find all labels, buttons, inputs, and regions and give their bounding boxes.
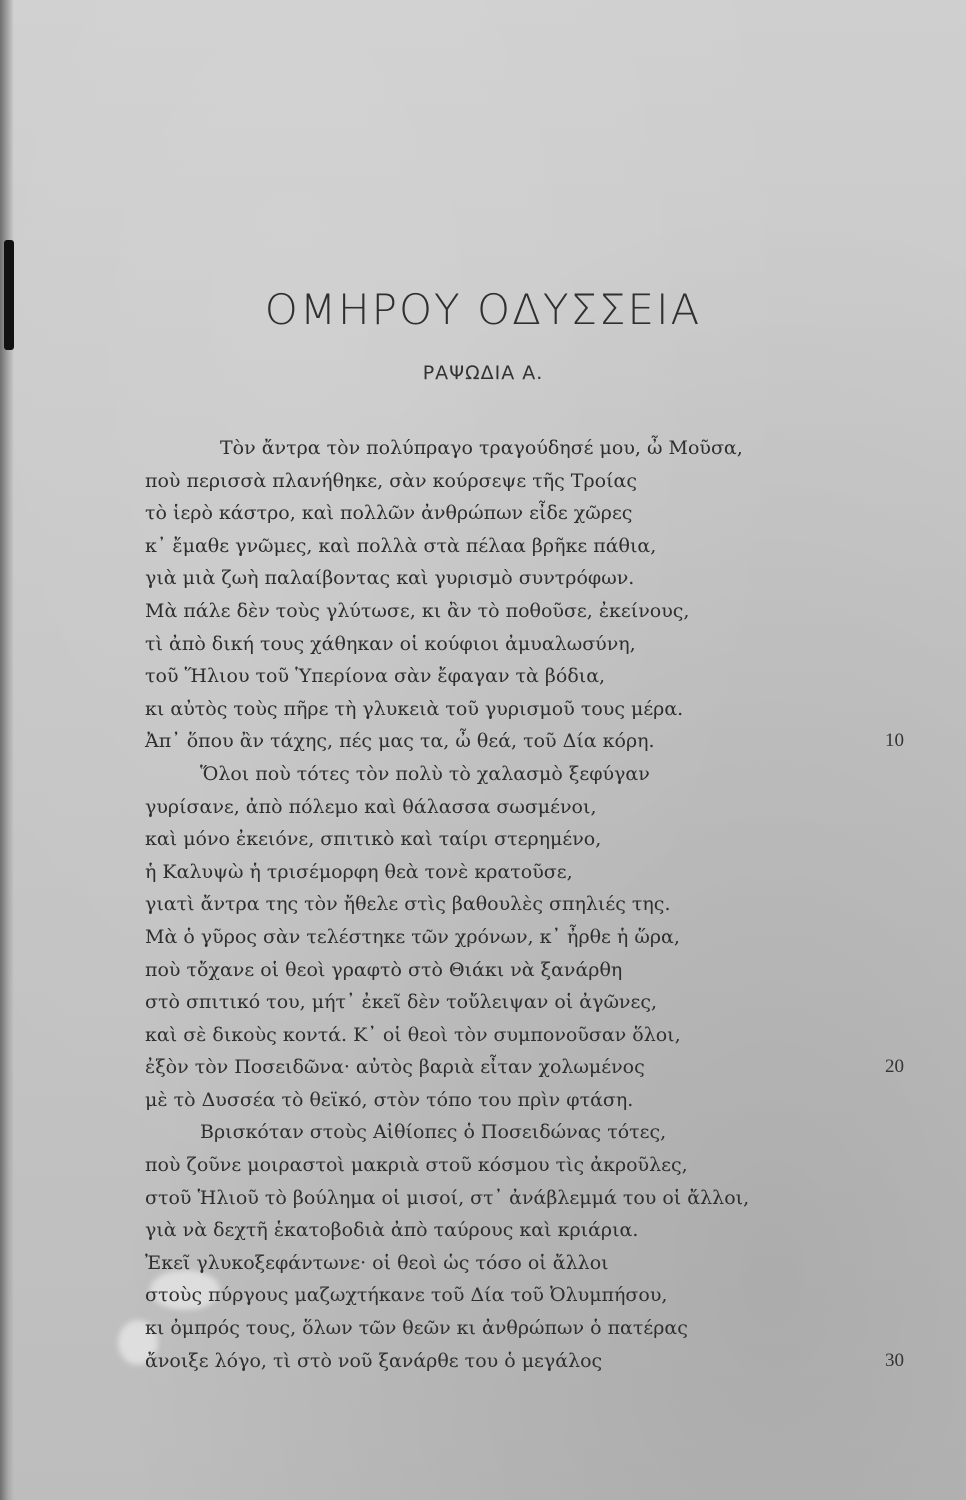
verse-line (0, 791, 966, 824)
verse-text: τοῦ Ἥλιου τοῦ Ὑπερίονα σὰν ἔφαγαν τὰ βόδια, (145, 665, 606, 688)
verse-line (0, 1182, 966, 1215)
verse-text: κ᾽ ἔμαθε γνῶμες, καὶ πολλὰ στὰ πέλαα βρῆκε πάθια, (145, 534, 657, 557)
verse-text: καὶ μόνο ἐκειόνε, σπιτικὸ καὶ ταίρι στερημένο, (145, 828, 602, 851)
verse-text: κι ὀμπρός τους, ὅλων τῶν θεῶν κι ἀνθρώπων ὁ πατέρας (145, 1317, 688, 1340)
verse-line (0, 497, 966, 530)
verse-text: Ὅλοι ποὺ τότες τὸν πολὺ τὸ χαλασμὸ ξεφύγαν (200, 762, 650, 785)
verse-text: Τὸν ἄντρα τὸν πολύπραγο τραγούδησέ μου, ὦ Μοῦσα, (220, 437, 743, 459)
verse-text: ἡ Καλυψὼ ἡ τρισέμορφη θεὰ τονὲ κρατοῦσε, (145, 860, 573, 883)
verse-line (0, 1247, 966, 1280)
verse-line (0, 1084, 966, 1117)
verse-text: ποὺ περισσὰ πλανήθηκε, σὰν κούρσεψε τῆς Τροίας (145, 469, 637, 492)
verse-line (0, 595, 966, 628)
verse-line (0, 921, 966, 954)
verse-text: Ἀπ᾽ ὅπου ἂν τάχης, πές μας τα, ὦ θεά, τοῦ Δία κόρη. (145, 730, 655, 753)
verse-line (0, 628, 966, 661)
page-subtitle: ΡΑΨΩΔΙΑ Α. (422, 362, 544, 384)
verse-line (0, 530, 966, 563)
line-number: 30 (885, 1349, 904, 1371)
verse-text: Ἐκεῖ γλυκοξεφάντωνε· οἱ θεοὶ ὡς τόσο οἱ ἄλλοι (145, 1251, 609, 1274)
verse-text: γιὰ μιὰ ζωὴ παλαίβοντας καὶ γυρισμὸ συντρόφων. (145, 567, 635, 590)
line-number: 20 (885, 1056, 904, 1078)
verse-line (0, 1279, 966, 1312)
verse-text: στοῦ Ἡλιοῦ τὸ βούλημα οἱ μισοί, στ᾽ ἀνάβλεμμά του οἱ ἄλλοι, (145, 1186, 750, 1209)
verse-text: στοὺς πύργους μαζωχτήκανε τοῦ Δία τοῦ Ὀλυμπήσου, (145, 1284, 668, 1307)
verse-line (0, 1345, 966, 1378)
verse-text: γιὰ νὰ δεχτῆ ἑκατοβοδιὰ ἀπὸ ταύρους καὶ κριάρια. (145, 1219, 639, 1242)
verse-line (0, 1019, 966, 1052)
verse-text: γυρίσανε, ἀπὸ πόλεμο καὶ θάλασσα σωσμένοι, (145, 795, 597, 818)
verse-line (0, 693, 966, 726)
verse-line (0, 888, 966, 921)
verse-line (0, 856, 966, 889)
verse-text: γιατὶ ἄντρα της τὸν ἤθελε στὶς βαθουλὲς σπηλιές της. (145, 893, 671, 916)
verse-line (0, 562, 966, 595)
verse-line (0, 1051, 966, 1084)
verse-text: τὶ ἀπὸ δική τους χάθηκαν οἱ κούφιοι ἀμυαλωσύνη, (145, 632, 636, 655)
verse-line (0, 758, 966, 791)
verse-text: ποὺ τὄχανε οἱ θεοὶ γραφτὸ στὸ Θιάκι νὰ ξανάρθη (145, 958, 623, 981)
verse-line (0, 1214, 966, 1247)
verse-text: ἐξὸν τὸν Ποσειδῶνα· αὐτὸς βαριὰ εἶταν χολωμένος (145, 1056, 645, 1079)
verse-text: στὸ σπιτικό του, μήτ᾽ ἐκεῖ δὲν τοὔλειψαν οἱ ἀγῶνες, (145, 991, 658, 1014)
verse-block (0, 432, 966, 1377)
verse-line (0, 432, 966, 465)
verse-text: κι αὐτὸς τοὺς πῆρε τὴ γλυκειὰ τοῦ γυρισμοῦ τους μέρα. (145, 697, 684, 720)
verse-line (0, 823, 966, 856)
verse-line (0, 1149, 966, 1182)
verse-text: ποὺ ζοῦνε μοιραστοὶ μακριὰ στοῦ κόσμου τὶς ἀκροῦλες, (145, 1154, 688, 1177)
verse-text: μὲ τὸ Δυσσέα τὸ θεϊκό, στὸν τόπο του πρὶν φτάση. (145, 1088, 634, 1111)
verse-text: Βρισκόταν στοὺς Αἰθίοπες ὁ Ποσειδώνας τότες, (200, 1121, 667, 1144)
verse-line (0, 1116, 966, 1149)
verse-line (0, 660, 966, 693)
verse-line (0, 986, 966, 1019)
verse-line (0, 465, 966, 498)
verse-text: ἄνοιξε λόγο, τὶ στὸ νοῦ ξανάρθε του ὁ μεγάλος (145, 1349, 603, 1372)
verse-text: τὸ ἱερὸ κάστρο, καὶ πολλῶν ἀνθρώπων εἶδε χῶρες (145, 502, 633, 525)
line-number: 10 (885, 730, 904, 752)
verse-line (0, 954, 966, 987)
page-title: ΟΜΗΡΟΥ ΟΔΥΣΣΕΙΑ (264, 285, 702, 334)
verse-line (0, 1312, 966, 1345)
verse-line (0, 725, 966, 758)
verse-text: Μὰ πάλε δὲν τοὺς γλύτωσε, κι ἂν τὸ ποθοῦσε, ἐκείνους, (145, 599, 690, 622)
verse-text: Μὰ ὁ γῦρος σὰν τελέστηκε τῶν χρόνων, κ᾽ ἦρθε ἡ ὥρα, (145, 925, 680, 948)
verse-text: καὶ σὲ δικοὺς κοντά. Κ᾽ οἱ θεοὶ τὸν συμπονοῦσαν ὅλοι, (145, 1023, 681, 1046)
